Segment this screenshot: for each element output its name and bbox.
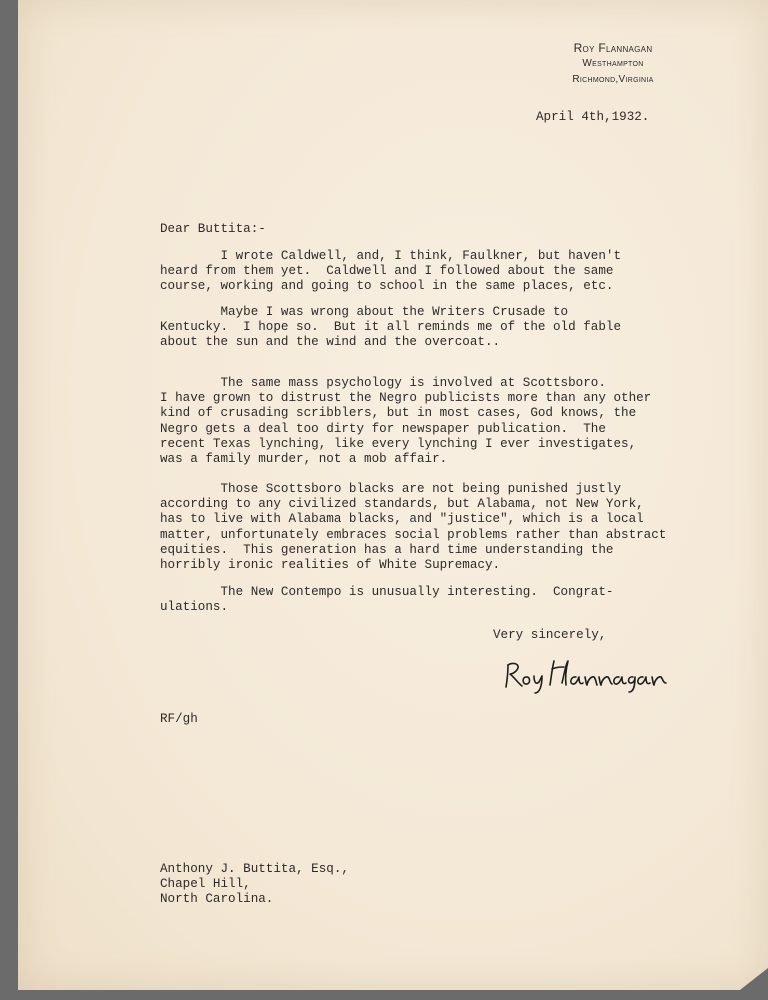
letter-date: April 4th,1932.: [536, 110, 650, 124]
paragraph-2: Maybe I was wrong about the Writers Crusade to Kentucky. I hope so. But it all reminds me of the old fable about the sun and the wind and the overcoat..: [160, 305, 622, 350]
paragraph-5: The New Contempo is unusually interesting. Congrat- ulations.: [160, 585, 614, 615]
letterhead-name: Roy Flannagan: [573, 41, 653, 55]
typist-initials: RF/gh: [160, 712, 198, 726]
closing: Very sincerely,: [493, 628, 607, 642]
signature-svg: [502, 655, 672, 695]
letterhead-line-3: Richmond,Virginia: [572, 74, 654, 85]
paragraph-4: Those Scottsboro blacks are not being punished justly according to any civilized standards, but Alabama, not New York, has to live with Alabama blacks, and "justice", which is a local matter, unfortunately embraces social problems rather than abstract equities. This generation has a hard time understanding the horribly ironic realities of White Supremacy.: [160, 482, 667, 573]
letterhead: [538, 40, 688, 88]
salutation: Dear Buttita:-: [160, 222, 266, 236]
folded-corner: [740, 968, 768, 990]
letterhead-line-2: Westhampton: [582, 58, 644, 69]
paragraph-1: I wrote Caldwell, and, I think, Faulkner, but haven't heard from them yet. Caldwell and I followed about the same course, working and going to school in the same places, etc.: [160, 249, 622, 294]
paragraph-3: The same mass psychology is involved at Scottsboro. I have grown to distrust the Negro publicists more than any other kind of crusading scribblers, but in most cases, God knows, the Negro gets a deal too dirty for newspaper publication. The recent Texas lynching, like every lynching I ever investigates, was a family murder, not a mob affair.: [160, 376, 652, 467]
handwritten-signature: [502, 655, 672, 700]
recipient-address: Anthony J. Buttita, Esq., Chapel Hill, North Carolina.: [160, 862, 349, 907]
